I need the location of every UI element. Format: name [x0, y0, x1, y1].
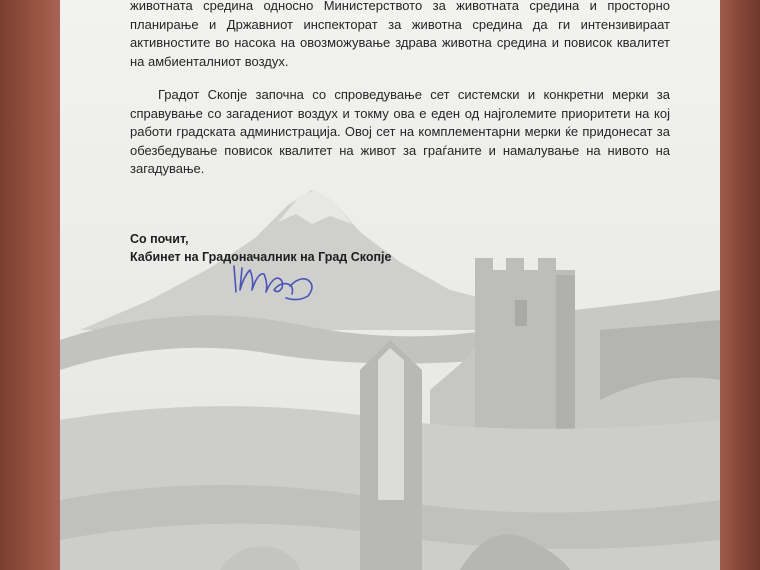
letter-paragraph-2: Градот Скопје започна со спроведување сет системски и конкретни мерки за справување со загадениот воздух и токму ова е еден од најголемите приоритети на кој работи градската администрација. Овој сет на комплементарни мерки ќе придонесат за обезбедување повисок квалитет на живот за граѓаните и намалување на нивото на загадување.	[130, 87, 670, 176]
monument-highlight	[378, 348, 404, 500]
handwritten-signature	[228, 256, 324, 304]
letter-sheet	[60, 0, 720, 570]
letter-paragraph-1: животната средина односно Министерството за животната средина и просторно планирање и Државниот инспекторат за животна средина да ги интензивираат активностите во насока на овозможување здрава животна средина и повисок квалитет на амбиенталниот воздух.	[130, 0, 670, 69]
closing-sender: Кабинет на Градоначалник на Град Скопје	[130, 250, 392, 264]
tower-merlon-2	[506, 258, 524, 274]
desk-surface-right	[720, 0, 760, 570]
closing-salutation: Со почит,	[130, 232, 189, 246]
tower-merlon-1	[475, 258, 493, 274]
tower-merlon-3	[538, 258, 556, 274]
tower-window	[515, 300, 527, 326]
desk-surface-left	[0, 0, 60, 570]
